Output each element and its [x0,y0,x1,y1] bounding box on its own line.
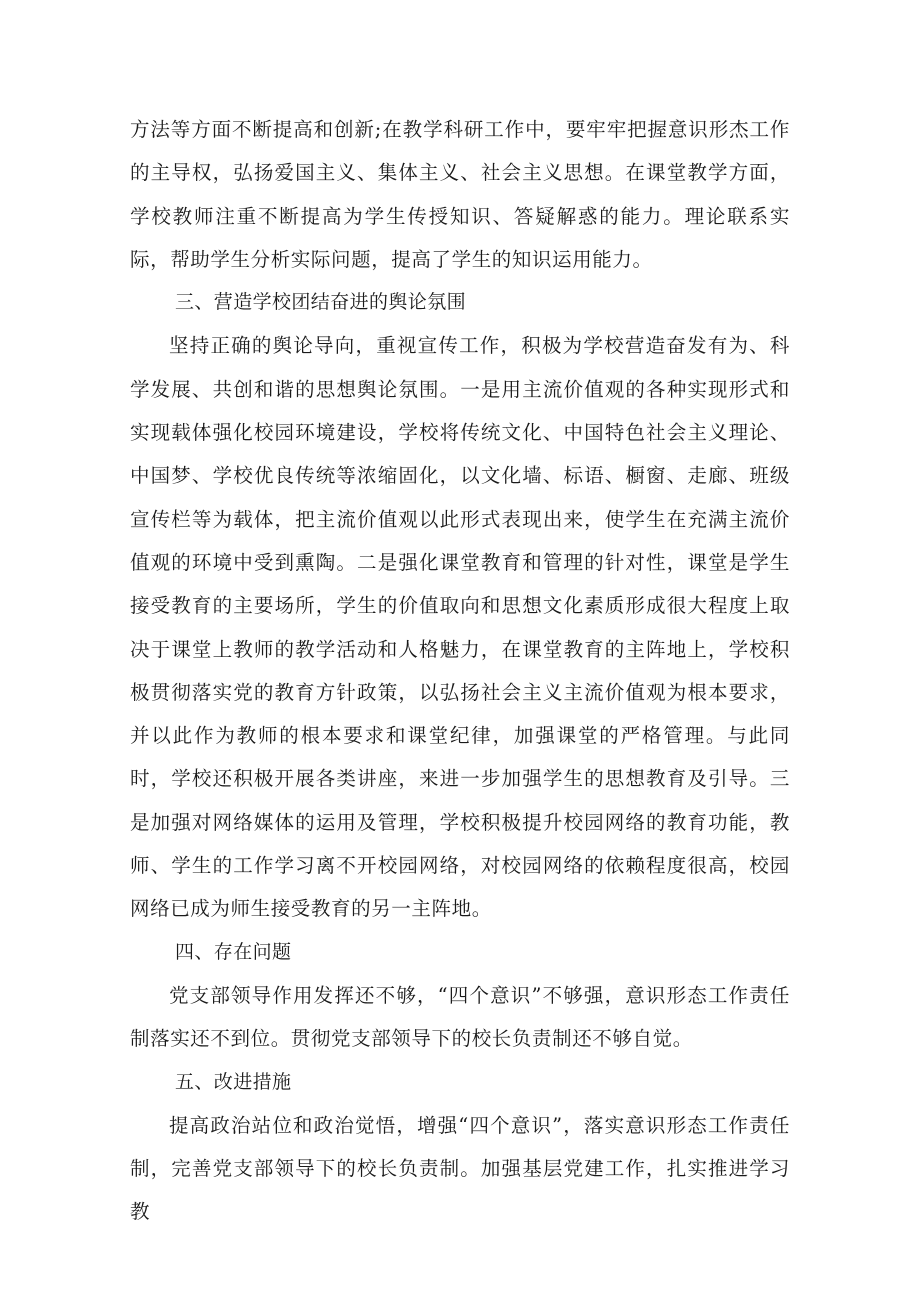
section-heading-3: 三、营造学校团结奋进的舆论氛围 [175,291,467,314]
document-body [130,108,790,1234]
section-paragraph-5: 提高政治站位和政治觉悟，增强“四个意识”，落实意识形态工作责任制，完善党支部领导下的校长负责制。加强基层党建工作，扎实推进学习教 [130,1113,790,1224]
section-paragraph-3: 坚持正确的舆论导向，重视宣传工作，积极为学校营造奋发有为、科学发展、共创和谐的思想舆论氛围。一是用主流价值观的各种实现形式和实现载体强化校园环境建设，学校将传统文化、中国特色社会主义理论、中国梦、学校优良传统等浓缩固化，以文化墙、标语、橱窗、走廊、班级宣传栏等为载体，把主流价值观以此形式表现出来，使学生在充满主流价值观的环境中受到熏陶。二是强化课堂教育和管理的针对性，课堂是学生接受教育的主要场所，学生的价值取向和思想文化素质形成很大程度上取决于课堂上教师的教学活动和人格魅力，在课堂教育的主阵地上，学校积极贯彻落实党的教育方针政策，以弘扬社会主义主流价值观为根本要求，并以此作为教师的根本要求和课堂纪律，加强课堂的严格管理。与此同时，学校还积极开展各类讲座，来进一步加强学生的思想教育及引导。三是加强对网络媒体的运用及管理，学校积极提升校园网络的教育功能，教师、学生的工作学习离不开校园网络，对校园网络的依赖程度很高，校园网络已成为师生接受教育的另一主阵地。 [130,334,790,921]
section-paragraph-4: 党支部领导作用发挥还不够，“四个意识”不够强，意识形态工作责任制落实还不到位。贯彻党支部领导下的校长负责制还不够自觉。 [130,983,790,1051]
section-heading-5: 五、改进措施 [175,1070,292,1093]
intro-paragraph: 方法等方面不断提高和创新;在教学科研工作中，要牢牢把握意识形杰工作的主导权，弘扬爱国主义、集体主义、社会主义思想。在课堂教学方面，学校教师注重不断提高为学生传授知识、答疑解惑的能力。理论联系实际，帮助学生分析实际问题，提高了学生的知识运用能力。 [130,118,790,271]
section-heading-4: 四、存在问题 [175,940,292,963]
